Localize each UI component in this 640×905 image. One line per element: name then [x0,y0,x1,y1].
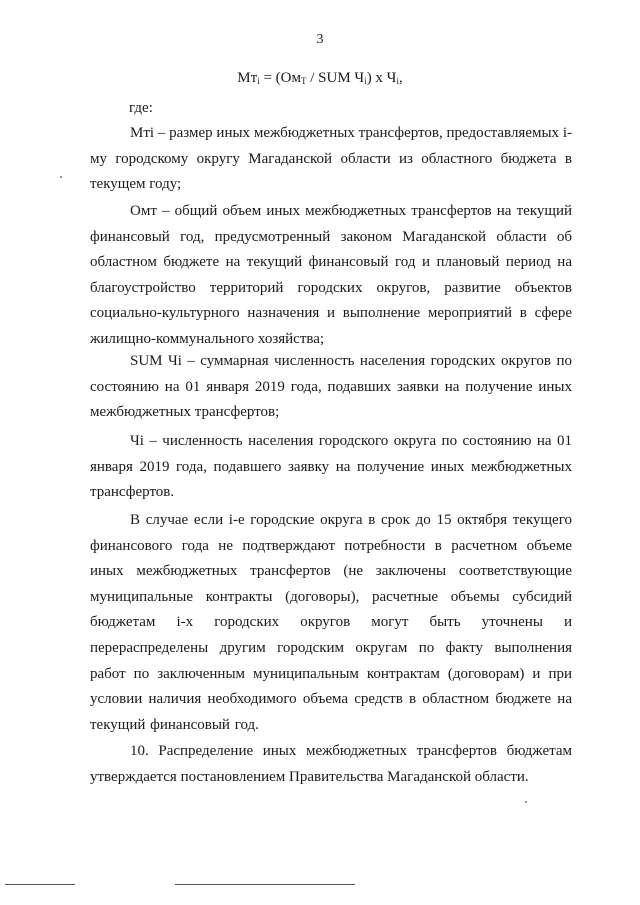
formula-part2-sub: i [364,76,367,86]
where-label: где: [129,100,153,116]
page-number: 3 [316,32,324,47]
formula-part1: = (Ом [259,70,301,86]
formula-lhs-sub: i [257,76,260,86]
formula-part3-sub: i [396,76,399,86]
paragraph-mt-definition: Мтi – размер иных межбюджетных трансфертов, предоставляемых i-му городскому округу Магаданской области из областного бюджета в текущем году; [90,125,572,193]
formula-lhs: Мт [237,70,258,86]
formula-part2: / SUM Ч [306,70,365,86]
paragraph-redistribution: В случае если i-е городские округа в срок до 15 октября текущего финансового года не подтверждают потребности в расчетном объеме иных межбюджетных трансфертов (не заключены соответствующие муниципальные контракты (договоры), расчетные объемы субсидий бюджетам i-х городских округов могут быть уточнены и перераспределены другим городским округам по факту выполнения работ по заключенным муниципальным контрактам (договорам) и при условии наличия необходимого объема средств в областном бюджете на текущий финансовый год. [90,512,572,733]
formula [0,70,640,87]
scan-artifact-dot [60,176,62,178]
paragraph-sum-definition: SUM Чi – суммарная численность населения городских округов по состоянию на 01 января 2019 года, подавших заявки на получение иных межбюджетных трансфертов; [90,353,572,421]
paragraph-ch-definition: Чi – численность населения городского округа по состоянию на 01 января 2019 года, подавшего заявку на получение иных межбюджетных трансфертов. [90,433,572,501]
scan-artifact-dot [525,801,527,803]
scan-artifact-line [5,884,75,885]
formula-part1-sub: Т [300,76,307,86]
paragraph-item-10: 10. Распределение иных межбюджетных трансфертов бюджетам утверждается постановлением Правительства Магаданской области. [90,743,572,785]
paragraph-omt-definition: Омт – общий объем иных межбюджетных трансфертов на текущий финансовый год, предусмотренный законом Магаданской области об областном бюджете на текущий финансовый год и плановый период на благоустройство территорий городских округов, развитие объектов социально-культурного назначения и выполнение мероприятий в сфере жилищно-коммунального хозяйства; [90,203,572,347]
scan-artifact-line [175,884,355,885]
formula-end: , [398,70,403,86]
formula-part3: ) х Ч [366,70,397,86]
